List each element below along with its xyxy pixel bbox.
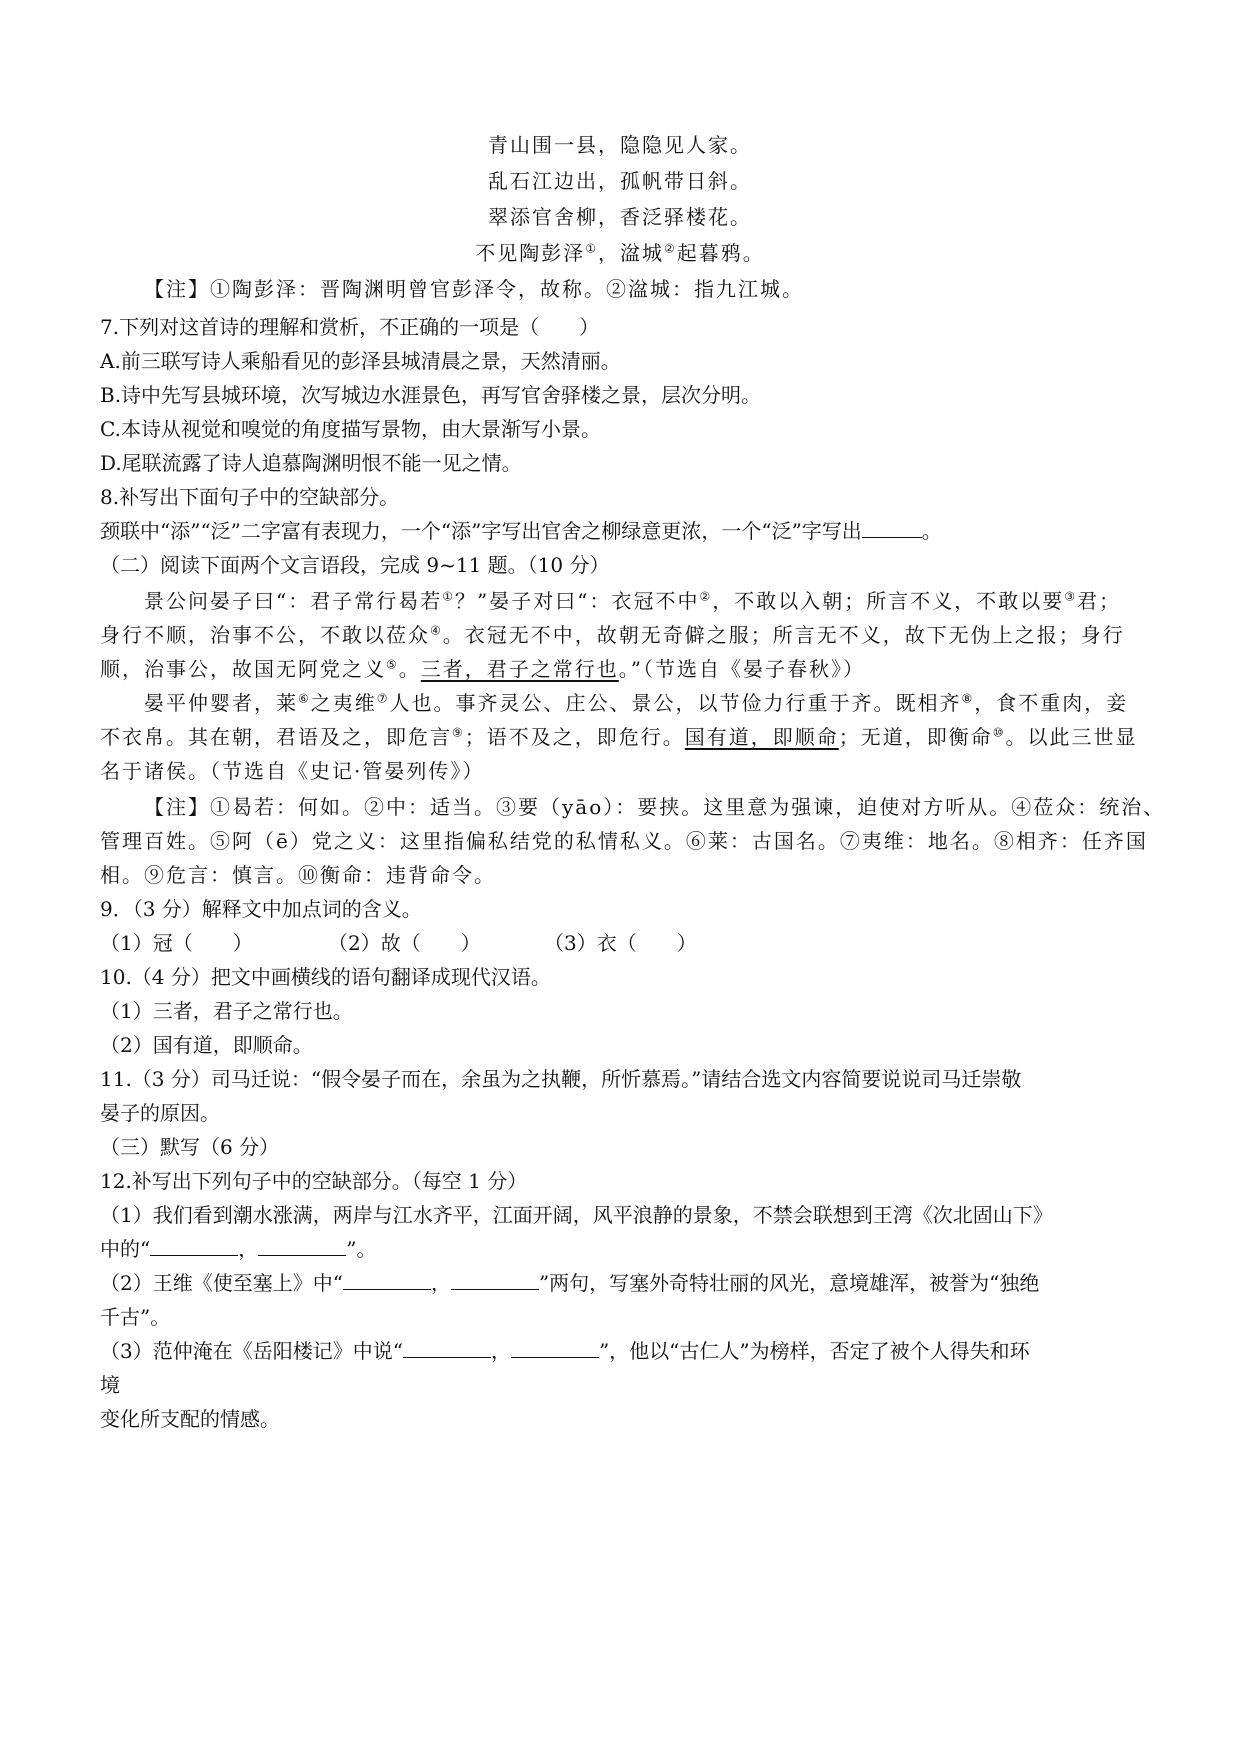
q9-item-2: （2）故（ ） <box>328 931 481 955</box>
q12-item-3-line-2: 境 <box>100 1373 120 1397</box>
q7-option-c: C.本诗从视觉和嗅觉的角度描写景物，由大景渐写小景。 <box>100 417 601 441</box>
q10-item-2: （2）国有道，即顺命。 <box>100 1033 313 1057</box>
q9-stem: 9．（3 分）解释文中加点词的含义。 <box>100 897 422 921</box>
answer-blank[interactable] <box>150 1255 238 1256</box>
q8-stem: 8.补写出下面句子中的空缺部分。 <box>100 485 400 509</box>
underlined-sentence: 国有道，即顺命 <box>684 725 839 749</box>
passage-note-line-1: 【注】①曷若：何如。②中：适当。③要（yāo）：要挟。这里意为强谏，迫使对方听从。④莅众：统治、 <box>144 795 1166 819</box>
answer-blank[interactable] <box>511 1357 599 1358</box>
section-3-heading: （三）默写（6 分） <box>100 1135 280 1159</box>
poem-line-4: 不见陶彭泽①，湓城②起暮鸦。 <box>475 241 765 265</box>
answer-blank[interactable] <box>343 1289 431 1290</box>
section-2-heading: （二）阅读下面两个文言语段，完成 9~11 题。（10 分） <box>100 553 610 577</box>
q12-stem: 12.补写出下列句子中的空缺部分。（每空 1 分） <box>100 1169 528 1193</box>
q9-item-1: （1）冠（ ） <box>100 931 253 955</box>
q11-stem-line-2: 晏子的原因。 <box>100 1101 220 1125</box>
passage-note-line-2: 管理百姓。⑤阿（ē）党之义：这里指偏私结党的私情私义。⑥莱：古国名。⑦夷维：地名。⑧相齐：任齐国 <box>100 829 1148 853</box>
poem-line-1: 青山围一县，隐隐见人家。 <box>488 133 752 157</box>
q11-stem-line-1: 11.（3 分）司马迁说：“假令晏子而在，余虽为之执鞭，所忻慕焉。”请结合选文内容简要说说司马迁崇敬 <box>100 1067 1022 1091</box>
passage2-line-3: 名于诸侯。（节选自《史记·管晏列传》） <box>100 759 485 783</box>
answer-blank[interactable] <box>403 1357 491 1358</box>
answer-blank[interactable] <box>258 1255 346 1256</box>
poem-line-3: 翠添官舍柳，香泛驿楼花。 <box>488 205 752 229</box>
q12-item-3-line-3: 变化所支配的情感。 <box>100 1407 280 1431</box>
answer-blank[interactable] <box>451 1289 539 1290</box>
q7-stem: 7.下列对这首诗的理解和赏析，不正确的一项是（ ） <box>100 315 600 339</box>
q12-item-1-line-2: 中的“ ， ”。 <box>100 1237 377 1261</box>
underlined-sentence: 三者，君子之常行也 <box>420 657 619 681</box>
poem-line-2: 乱石江边出，孤帆带日斜。 <box>488 169 752 193</box>
q9-item-3: （3）衣（ ） <box>544 931 697 955</box>
q12-item-2-line-1: （2）王维《使至塞上》中“ ， ”两句，写塞外奇特壮丽的风光，意境雄浑，被誉为“独绝 <box>100 1271 1040 1295</box>
passage2-line-1: 晏平仲婴者，莱⑥之夷维⑦人也。事齐灵公、庄公、景公，以节俭力行重于齐。既相齐⑧，食不重肉，妾 <box>144 691 1129 715</box>
q8-text: 颈联中“添”“泛”二字富有表现力，一个“添”字写出官舍之柳绿意更浓，一个“泛”字写出 。 <box>100 519 942 543</box>
q7-option-d: D.尾联流露了诗人追慕陶渊明恨不能一见之情。 <box>100 451 522 475</box>
q12-item-1-line-1: （1）我们看到潮水涨满，两岸与江水齐平，江面开阔，风平浪静的景象，不禁会联想到王湾《次北固山下》 <box>100 1203 1053 1227</box>
passage1-line-3: 顺，治事公，故国无阿党之义⑤。三者，君子之常行也。”（节选自《晏子春秋》） <box>100 657 865 681</box>
passage-note-line-3: 相。⑨危言：慎言。⑩衡命：违背命令。 <box>100 863 496 887</box>
q7-option-b: B.诗中先写县城环境，次写城边水涯景色，再写官舍驿楼之景，层次分明。 <box>100 383 762 407</box>
passage2-line-2: 不衣帛。其在朝，君语及之，即危言⑨；语不及之，即危行。国有道，即顺命；无道，即衡命⑩。以此三世显 <box>100 725 1138 749</box>
passage1-line-2: 身行不顺，治事不公，不敢以莅众④。衣冠无不中，故朝无奇僻之服；所言无不义，故下无伪上之报；身行 <box>100 623 1125 647</box>
q7-option-a: A.前三联写诗人乘船看见的彭泽县城清晨之景，天然清丽。 <box>100 349 621 373</box>
q10-stem: 10.（4 分）把文中画横线的语句翻译成现代汉语。 <box>100 965 551 989</box>
answer-blank[interactable] <box>862 537 922 538</box>
passage1-line-1: 景公问晏子曰“：君子常行曷若①？”晏子对曰“：衣冠不中②，不敢以入朝；所言不义，不敢以要③君； <box>144 589 1121 613</box>
q12-item-2-line-2: 千古”。 <box>100 1305 171 1329</box>
poem-note: 【注】①陶彭泽：晋陶渊明曾官彭泽令，故称。②湓城：指九江城。 <box>144 277 804 301</box>
q12-item-3-line-1: （3）范仲淹在《岳阳楼记》中说“ ， ”，他以“古仁人”为榜样，否定了被个人得失和环 <box>100 1339 1030 1363</box>
q10-item-1: （1）三者，君子之常行也。 <box>100 999 353 1023</box>
